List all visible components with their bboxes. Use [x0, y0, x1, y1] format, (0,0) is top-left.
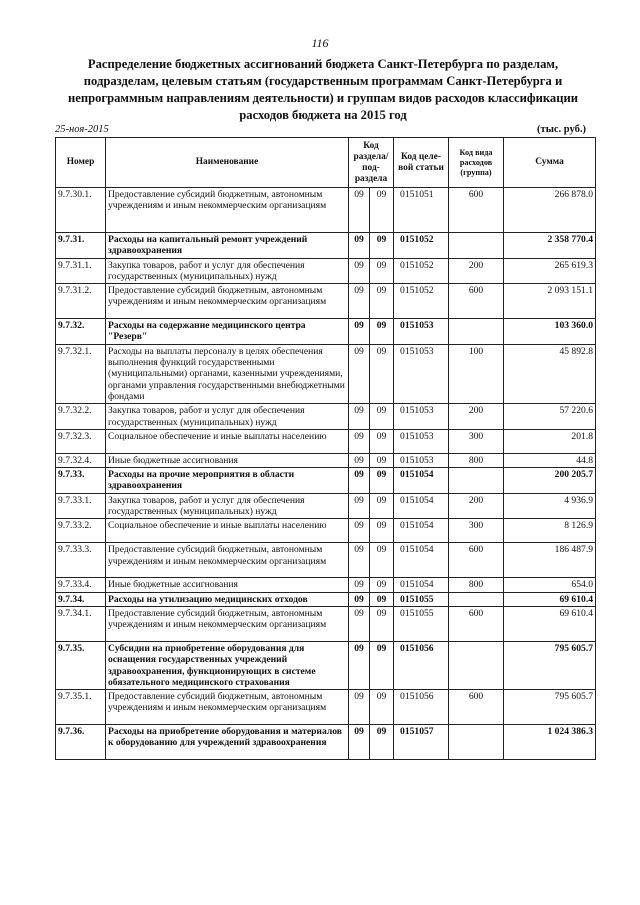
row-number: 9.7.31.1.	[56, 258, 106, 284]
header-amount: Сумма	[504, 138, 596, 188]
table-row	[56, 319, 596, 345]
table-row	[56, 233, 596, 259]
row-number: 9.7.34.1.	[56, 606, 106, 641]
row-expense-type: 800	[449, 578, 504, 592]
table-row	[56, 429, 596, 453]
row-name: Расходы на выплаты персоналу в целях обеспечения выполнения функций государственными (муниципальными) органами, казенными учреждениями, органами управления государственными внебюджетными фондами	[106, 344, 349, 403]
row-target-code: 0151054	[394, 468, 449, 494]
row-target-code: 0151052	[394, 233, 449, 259]
row-amount: 45 892.8	[504, 344, 596, 403]
row-target-code: 0151053	[394, 319, 449, 345]
table-row	[56, 725, 596, 760]
row-subsection: 09	[370, 344, 394, 403]
row-expense-type	[449, 725, 504, 760]
row-expense-type	[449, 468, 504, 494]
row-expense-type: 600	[449, 690, 504, 725]
row-name: Расходы на утилизацию медицинских отходов	[106, 592, 349, 606]
row-number: 9.7.33.4.	[56, 578, 106, 592]
row-name: Социальное обеспечение и иные выплаты населению	[106, 429, 349, 453]
row-subsection: 09	[370, 429, 394, 453]
row-number: 9.7.33.3.	[56, 543, 106, 578]
row-section: 09	[349, 284, 370, 319]
row-amount: 200 205.7	[504, 468, 596, 494]
row-number: 9.7.33.1.	[56, 493, 106, 519]
row-number: 9.7.36.	[56, 725, 106, 760]
row-amount: 44.8	[504, 453, 596, 467]
row-subsection: 09	[370, 468, 394, 494]
document-title	[60, 56, 586, 124]
row-number: 9.7.34.	[56, 592, 106, 606]
document-date: 25-ноя-2015	[55, 124, 109, 135]
row-subsection: 09	[370, 258, 394, 284]
row-amount: 1 024 386.3	[504, 725, 596, 760]
row-expense-type: 300	[449, 429, 504, 453]
row-subsection: 09	[370, 284, 394, 319]
row-section: 09	[349, 188, 370, 233]
row-expense-type: 600	[449, 606, 504, 641]
row-amount: 57 220.6	[504, 404, 596, 430]
row-amount: 795 605.7	[504, 641, 596, 689]
row-section: 09	[349, 319, 370, 345]
budget-table	[55, 137, 596, 760]
page-number: 116	[311, 36, 329, 50]
table-row	[56, 258, 596, 284]
row-subsection: 09	[370, 606, 394, 641]
row-expense-type: 200	[449, 258, 504, 284]
row-expense-type: 600	[449, 543, 504, 578]
row-expense-type: 100	[449, 344, 504, 403]
table-row	[56, 543, 596, 578]
header-section: Код раздела/ под-раздела	[349, 138, 394, 188]
row-section: 09	[349, 690, 370, 725]
row-target-code: 0151053	[394, 429, 449, 453]
row-amount: 266 878.0	[504, 188, 596, 233]
row-name: Предоставление субсидий бюджетным, автономным учреждениям и иным некоммерческим организациям	[106, 690, 349, 725]
row-amount: 69 610.4	[504, 592, 596, 606]
table-row	[56, 606, 596, 641]
row-name: Закупка товаров, работ и услуг для обеспечения государственных (муниципальных) нужд	[106, 258, 349, 284]
row-expense-type: 600	[449, 284, 504, 319]
row-amount: 8 126.9	[504, 519, 596, 543]
row-name: Иные бюджетные ассигнования	[106, 578, 349, 592]
row-section: 09	[349, 592, 370, 606]
row-section: 09	[349, 641, 370, 689]
title-line-1: Распределение бюджетных ассигнований бюджета Санкт-Петербурга по разделам,	[87, 57, 559, 71]
row-target-code: 0151052	[394, 284, 449, 319]
row-name: Закупка товаров, работ и услуг для обеспечения государственных (муниципальных) нужд	[106, 404, 349, 430]
row-name: Расходы на капитальный ремонт учреждений здравоохранения	[106, 233, 349, 259]
row-amount: 103 360.0	[504, 319, 596, 345]
row-name: Социальное обеспечение и иные выплаты населению	[106, 519, 349, 543]
row-name: Иные бюджетные ассигнования	[106, 453, 349, 467]
row-subsection: 09	[370, 641, 394, 689]
table-row	[56, 453, 596, 467]
row-target-code: 0151052	[394, 258, 449, 284]
row-number: 9.7.31.	[56, 233, 106, 259]
row-target-code: 0151054	[394, 493, 449, 519]
row-section: 09	[349, 404, 370, 430]
row-section: 09	[349, 578, 370, 592]
row-expense-type: 600	[449, 188, 504, 233]
row-amount: 4 936.9	[504, 493, 596, 519]
row-target-code: 0151054	[394, 543, 449, 578]
row-number: 9.7.30.1.	[56, 188, 106, 233]
row-subsection: 09	[370, 592, 394, 606]
row-name: Предоставление субсидий бюджетным, автономным учреждениям и иным некоммерческим организациям	[106, 543, 349, 578]
title-line-3: непрограммным направлениям деятельности) и группам видов расходов классификации	[68, 91, 578, 105]
row-section: 09	[349, 543, 370, 578]
row-expense-type: 800	[449, 453, 504, 467]
row-expense-type	[449, 641, 504, 689]
row-number: 9.7.33.	[56, 468, 106, 494]
row-subsection: 09	[370, 233, 394, 259]
row-subsection: 09	[370, 453, 394, 467]
row-target-code: 0151056	[394, 641, 449, 689]
row-amount: 2 358 770.4	[504, 233, 596, 259]
meta-line	[55, 124, 586, 138]
row-name: Субсидии на приобретение оборудования для оснащения государственных учреждений здравоохранения, функционирующих в системе обязательного медицинского страхования	[106, 641, 349, 689]
row-subsection: 09	[370, 493, 394, 519]
title-line-2: подразделам, целевым статьям (государственным программам Санкт-Петербурга и	[83, 74, 563, 88]
row-subsection: 09	[370, 319, 394, 345]
row-subsection: 09	[370, 188, 394, 233]
units-label: (тыс. руб.)	[537, 124, 586, 135]
row-expense-type: 200	[449, 404, 504, 430]
header-name: Наименование	[106, 138, 349, 188]
table-row	[56, 404, 596, 430]
header-target: Код целе-вой статьи	[394, 138, 449, 188]
row-amount: 69 610.4	[504, 606, 596, 641]
table-header-row	[56, 138, 596, 188]
row-subsection: 09	[370, 690, 394, 725]
row-number: 9.7.31.2.	[56, 284, 106, 319]
table-row	[56, 284, 596, 319]
row-name: Предоставление субсидий бюджетным, автономным учреждениям и иным некоммерческим организациям	[106, 188, 349, 233]
row-number: 9.7.32.3.	[56, 429, 106, 453]
row-amount: 654.0	[504, 578, 596, 592]
row-section: 09	[349, 493, 370, 519]
table-row	[56, 468, 596, 494]
row-target-code: 0151053	[394, 453, 449, 467]
row-name: Расходы на приобретение оборудования и материалов к оборудованию для учреждений здравоохранения	[106, 725, 349, 760]
table-row	[56, 578, 596, 592]
row-section: 09	[349, 258, 370, 284]
title-line-4: расходов бюджета на 2015 год	[239, 108, 407, 122]
row-number: 9.7.32.	[56, 319, 106, 345]
table-row	[56, 641, 596, 689]
row-section: 09	[349, 519, 370, 543]
row-name: Предоставление субсидий бюджетным, автономным учреждениям и иным некоммерческим организациям	[106, 284, 349, 319]
row-amount: 265 619.3	[504, 258, 596, 284]
row-section: 09	[349, 468, 370, 494]
table-row	[56, 690, 596, 725]
row-target-code: 0151054	[394, 519, 449, 543]
table-row	[56, 188, 596, 233]
row-target-code: 0151053	[394, 344, 449, 403]
row-expense-type	[449, 319, 504, 345]
row-section: 09	[349, 725, 370, 760]
row-amount: 2 093 151.1	[504, 284, 596, 319]
row-number: 9.7.32.4.	[56, 453, 106, 467]
row-expense-type: 300	[449, 519, 504, 543]
row-name: Расходы на содержание медицинского центра "Резерв"	[106, 319, 349, 345]
row-name: Предоставление субсидий бюджетным, автономным учреждениям и иным некоммерческим организациям	[106, 606, 349, 641]
row-subsection: 09	[370, 404, 394, 430]
row-expense-type	[449, 592, 504, 606]
table-row	[56, 592, 596, 606]
header-number: Номер	[56, 138, 106, 188]
table-row	[56, 493, 596, 519]
row-amount: 186 487.9	[504, 543, 596, 578]
row-target-code: 0151055	[394, 606, 449, 641]
row-section: 09	[349, 606, 370, 641]
row-expense-type: 200	[449, 493, 504, 519]
row-name: Закупка товаров, работ и услуг для обеспечения государственных (муниципальных) нужд	[106, 493, 349, 519]
row-subsection: 09	[370, 543, 394, 578]
row-target-code: 0151053	[394, 404, 449, 430]
row-number: 9.7.35.1.	[56, 690, 106, 725]
row-subsection: 09	[370, 519, 394, 543]
row-section: 09	[349, 453, 370, 467]
row-amount: 201.8	[504, 429, 596, 453]
row-target-code: 0151054	[394, 578, 449, 592]
table-row	[56, 344, 596, 403]
row-target-code: 0151057	[394, 725, 449, 760]
row-target-code: 0151051	[394, 188, 449, 233]
table-body	[56, 188, 596, 760]
row-expense-type	[449, 233, 504, 259]
row-name: Расходы на прочие мероприятия в области здравоохранения	[106, 468, 349, 494]
row-target-code: 0151055	[394, 592, 449, 606]
row-number: 9.7.35.	[56, 641, 106, 689]
row-subsection: 09	[370, 725, 394, 760]
row-number: 9.7.32.2.	[56, 404, 106, 430]
row-section: 09	[349, 344, 370, 403]
row-number: 9.7.33.2.	[56, 519, 106, 543]
row-number: 9.7.32.1.	[56, 344, 106, 403]
header-type: Код вида расходов (группа)	[449, 138, 504, 188]
row-subsection: 09	[370, 578, 394, 592]
row-section: 09	[349, 233, 370, 259]
table-row	[56, 519, 596, 543]
row-amount: 795 605.7	[504, 690, 596, 725]
row-target-code: 0151056	[394, 690, 449, 725]
row-section: 09	[349, 429, 370, 453]
